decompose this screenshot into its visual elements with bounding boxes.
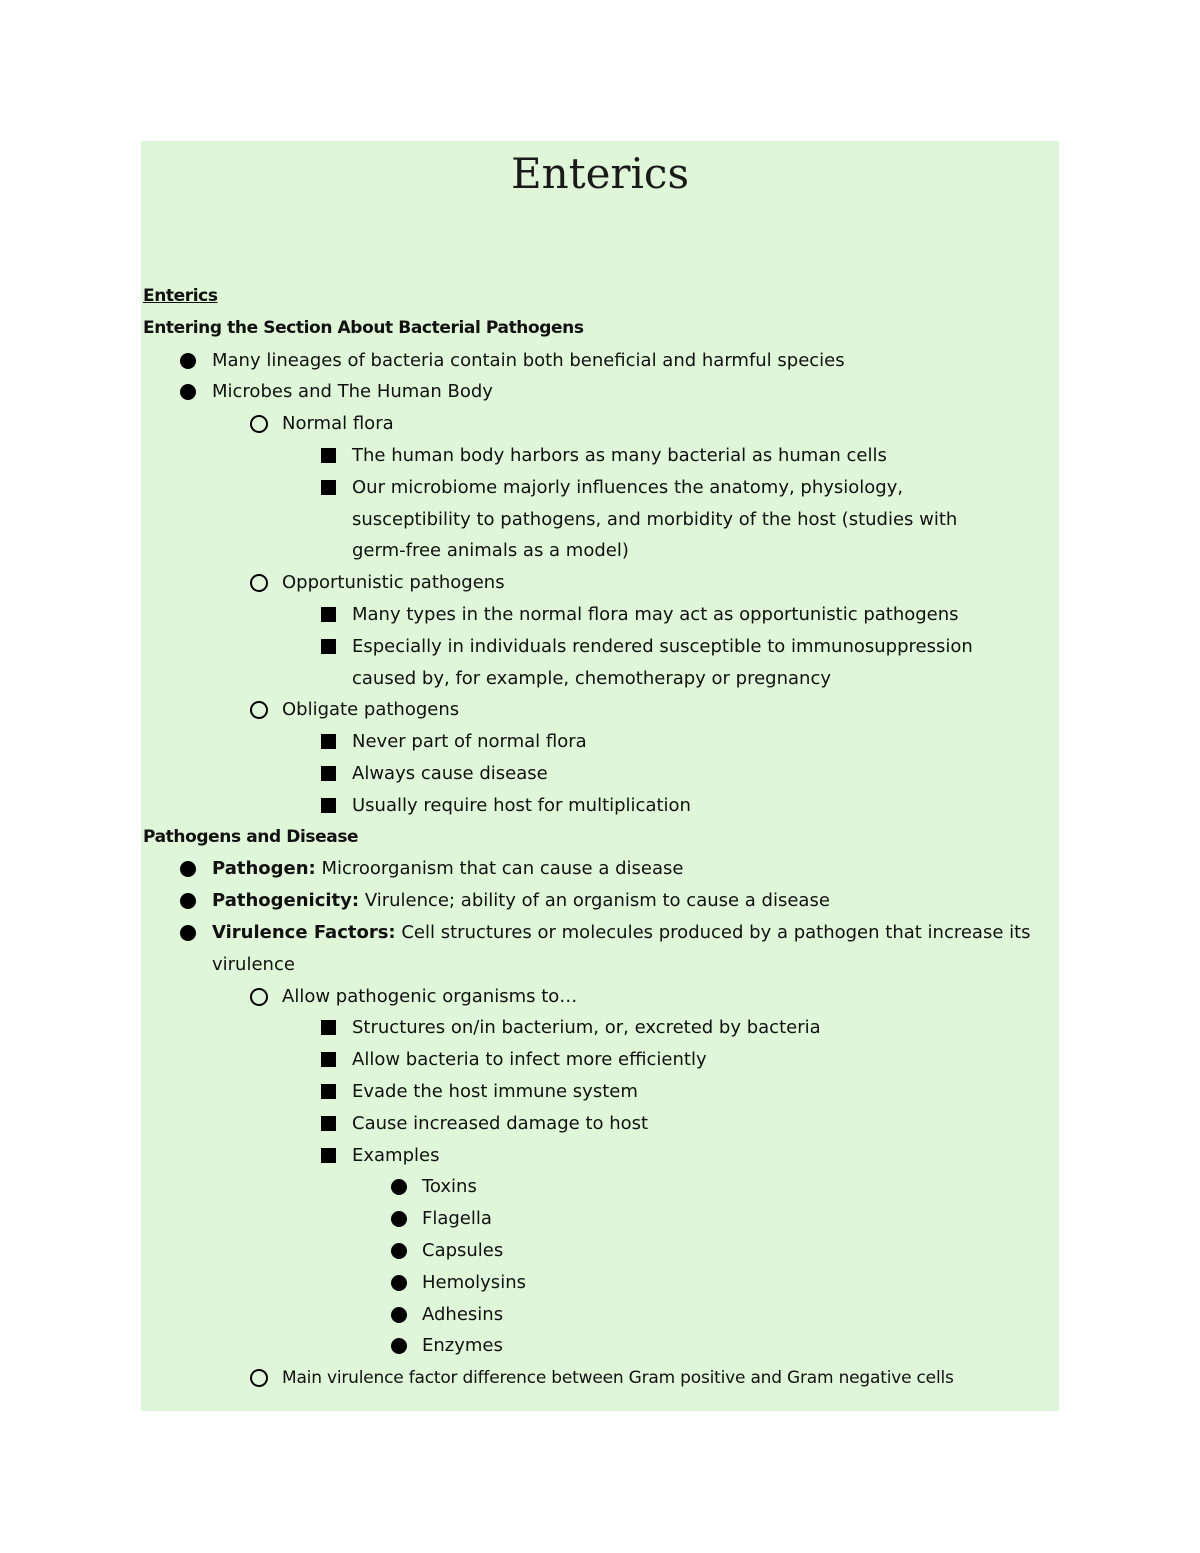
term: Pathogenicity:	[212, 890, 360, 912]
list-item: Never part of normal flora	[143, 726, 1059, 758]
list-item: Main virulence factor difference between Gram positive and Gram negative cells	[143, 1362, 1059, 1395]
bullet-square-icon	[321, 480, 336, 495]
bullet-square-icon	[321, 734, 336, 749]
bullet-circle-icon	[250, 988, 268, 1006]
bullet-square-icon	[321, 639, 336, 654]
list-item: Hemolysins	[143, 1267, 1059, 1299]
page-title: Enterics	[510, 149, 690, 198]
heading-enterics: Enterics	[143, 286, 218, 306]
bullet-disc-icon	[180, 925, 196, 941]
list-item: Opportunistic pathogens	[143, 567, 1059, 599]
list-item: Allow bacteria to infect more efficiently	[143, 1044, 1059, 1076]
bullet-square-icon	[321, 798, 336, 813]
list-item: Microbes and The Human Body	[143, 376, 1059, 408]
bullet-disc-icon	[180, 893, 196, 909]
list-item: Examples	[143, 1140, 1059, 1172]
bullet-circle-icon	[250, 574, 268, 592]
list-item: Many lineages of bacteria contain both beneficial and harmful species	[143, 345, 1059, 377]
list-item: Toxins	[143, 1171, 1059, 1203]
bullet-disc-icon	[180, 384, 196, 400]
list-item: Especially in individuals rendered susceptible to immunosuppression	[143, 631, 1059, 663]
list-item: The human body harbors as many bacterial as human cells	[143, 440, 1059, 472]
bullet-square-icon	[321, 1148, 336, 1163]
list-item: Capsules	[143, 1235, 1059, 1267]
list-item: Usually require host for multiplication	[143, 790, 1059, 822]
list-item-continuation: germ-free animals as a model)	[352, 540, 629, 562]
list-item: Virulence Factors: Cell structures or molecules produced by a pathogen that increase its	[143, 917, 1059, 949]
bullet-disc-icon	[391, 1275, 407, 1291]
bullet-square-icon	[321, 448, 336, 463]
bullet-disc-icon	[391, 1307, 407, 1323]
heading-pathogens-disease: Pathogens and Disease	[143, 826, 359, 847]
bullet-square-icon	[321, 1020, 336, 1035]
list-item: Normal flora	[143, 408, 1059, 440]
list-item: Allow pathogenic organisms to…	[143, 981, 1059, 1013]
list-item: Pathogen: Microorganism that can cause a disease	[143, 853, 1059, 885]
term: Virulence Factors:	[212, 921, 396, 943]
bullet-disc-icon	[391, 1211, 407, 1227]
bullet-square-icon	[321, 1116, 336, 1131]
list-item: Our microbiome majorly influences the anatomy, physiology,	[143, 472, 1059, 504]
bullet-circle-icon	[250, 1369, 268, 1387]
list-item: Flagella	[143, 1203, 1059, 1235]
bullet-disc-icon	[180, 353, 196, 369]
bullet-disc-icon	[180, 861, 196, 877]
term: Pathogen:	[212, 858, 316, 880]
list-item-continuation: caused by, for example, chemotherapy or pregnancy	[352, 667, 832, 689]
bullet-disc-icon	[391, 1179, 407, 1195]
bullet-circle-icon	[250, 701, 268, 719]
list-item: Structures on/in bacterium, or, excreted by bacteria	[143, 1012, 1059, 1044]
notes-content	[143, 281, 1059, 1395]
list-item: Many types in the normal flora may act as opportunistic pathogens	[143, 599, 1059, 631]
list-item: Adhesins	[143, 1299, 1059, 1331]
list-item-continuation: virulence	[212, 953, 295, 975]
bullet-circle-icon	[250, 415, 268, 433]
bullet-disc-icon	[391, 1338, 407, 1354]
bullet-square-icon	[321, 1052, 336, 1067]
heading-bacterial-pathogens: Entering the Section About Bacterial Pathogens	[143, 317, 584, 338]
list-item-continuation: susceptibility to pathogens, and morbidity of the host (studies with	[352, 508, 958, 530]
bullet-square-icon	[321, 607, 336, 622]
list-item: Evade the host immune system	[143, 1076, 1059, 1108]
list-item: Enzymes	[143, 1330, 1059, 1362]
bullet-square-icon	[321, 766, 336, 781]
list-item: Always cause disease	[143, 758, 1059, 790]
bullet-square-icon	[321, 1084, 336, 1099]
list-item: Pathogenicity: Virulence; ability of an organism to cause a disease	[143, 885, 1059, 917]
bullet-disc-icon	[391, 1243, 407, 1259]
list-item: Cause increased damage to host	[143, 1108, 1059, 1140]
list-item: Obligate pathogens	[143, 694, 1059, 726]
